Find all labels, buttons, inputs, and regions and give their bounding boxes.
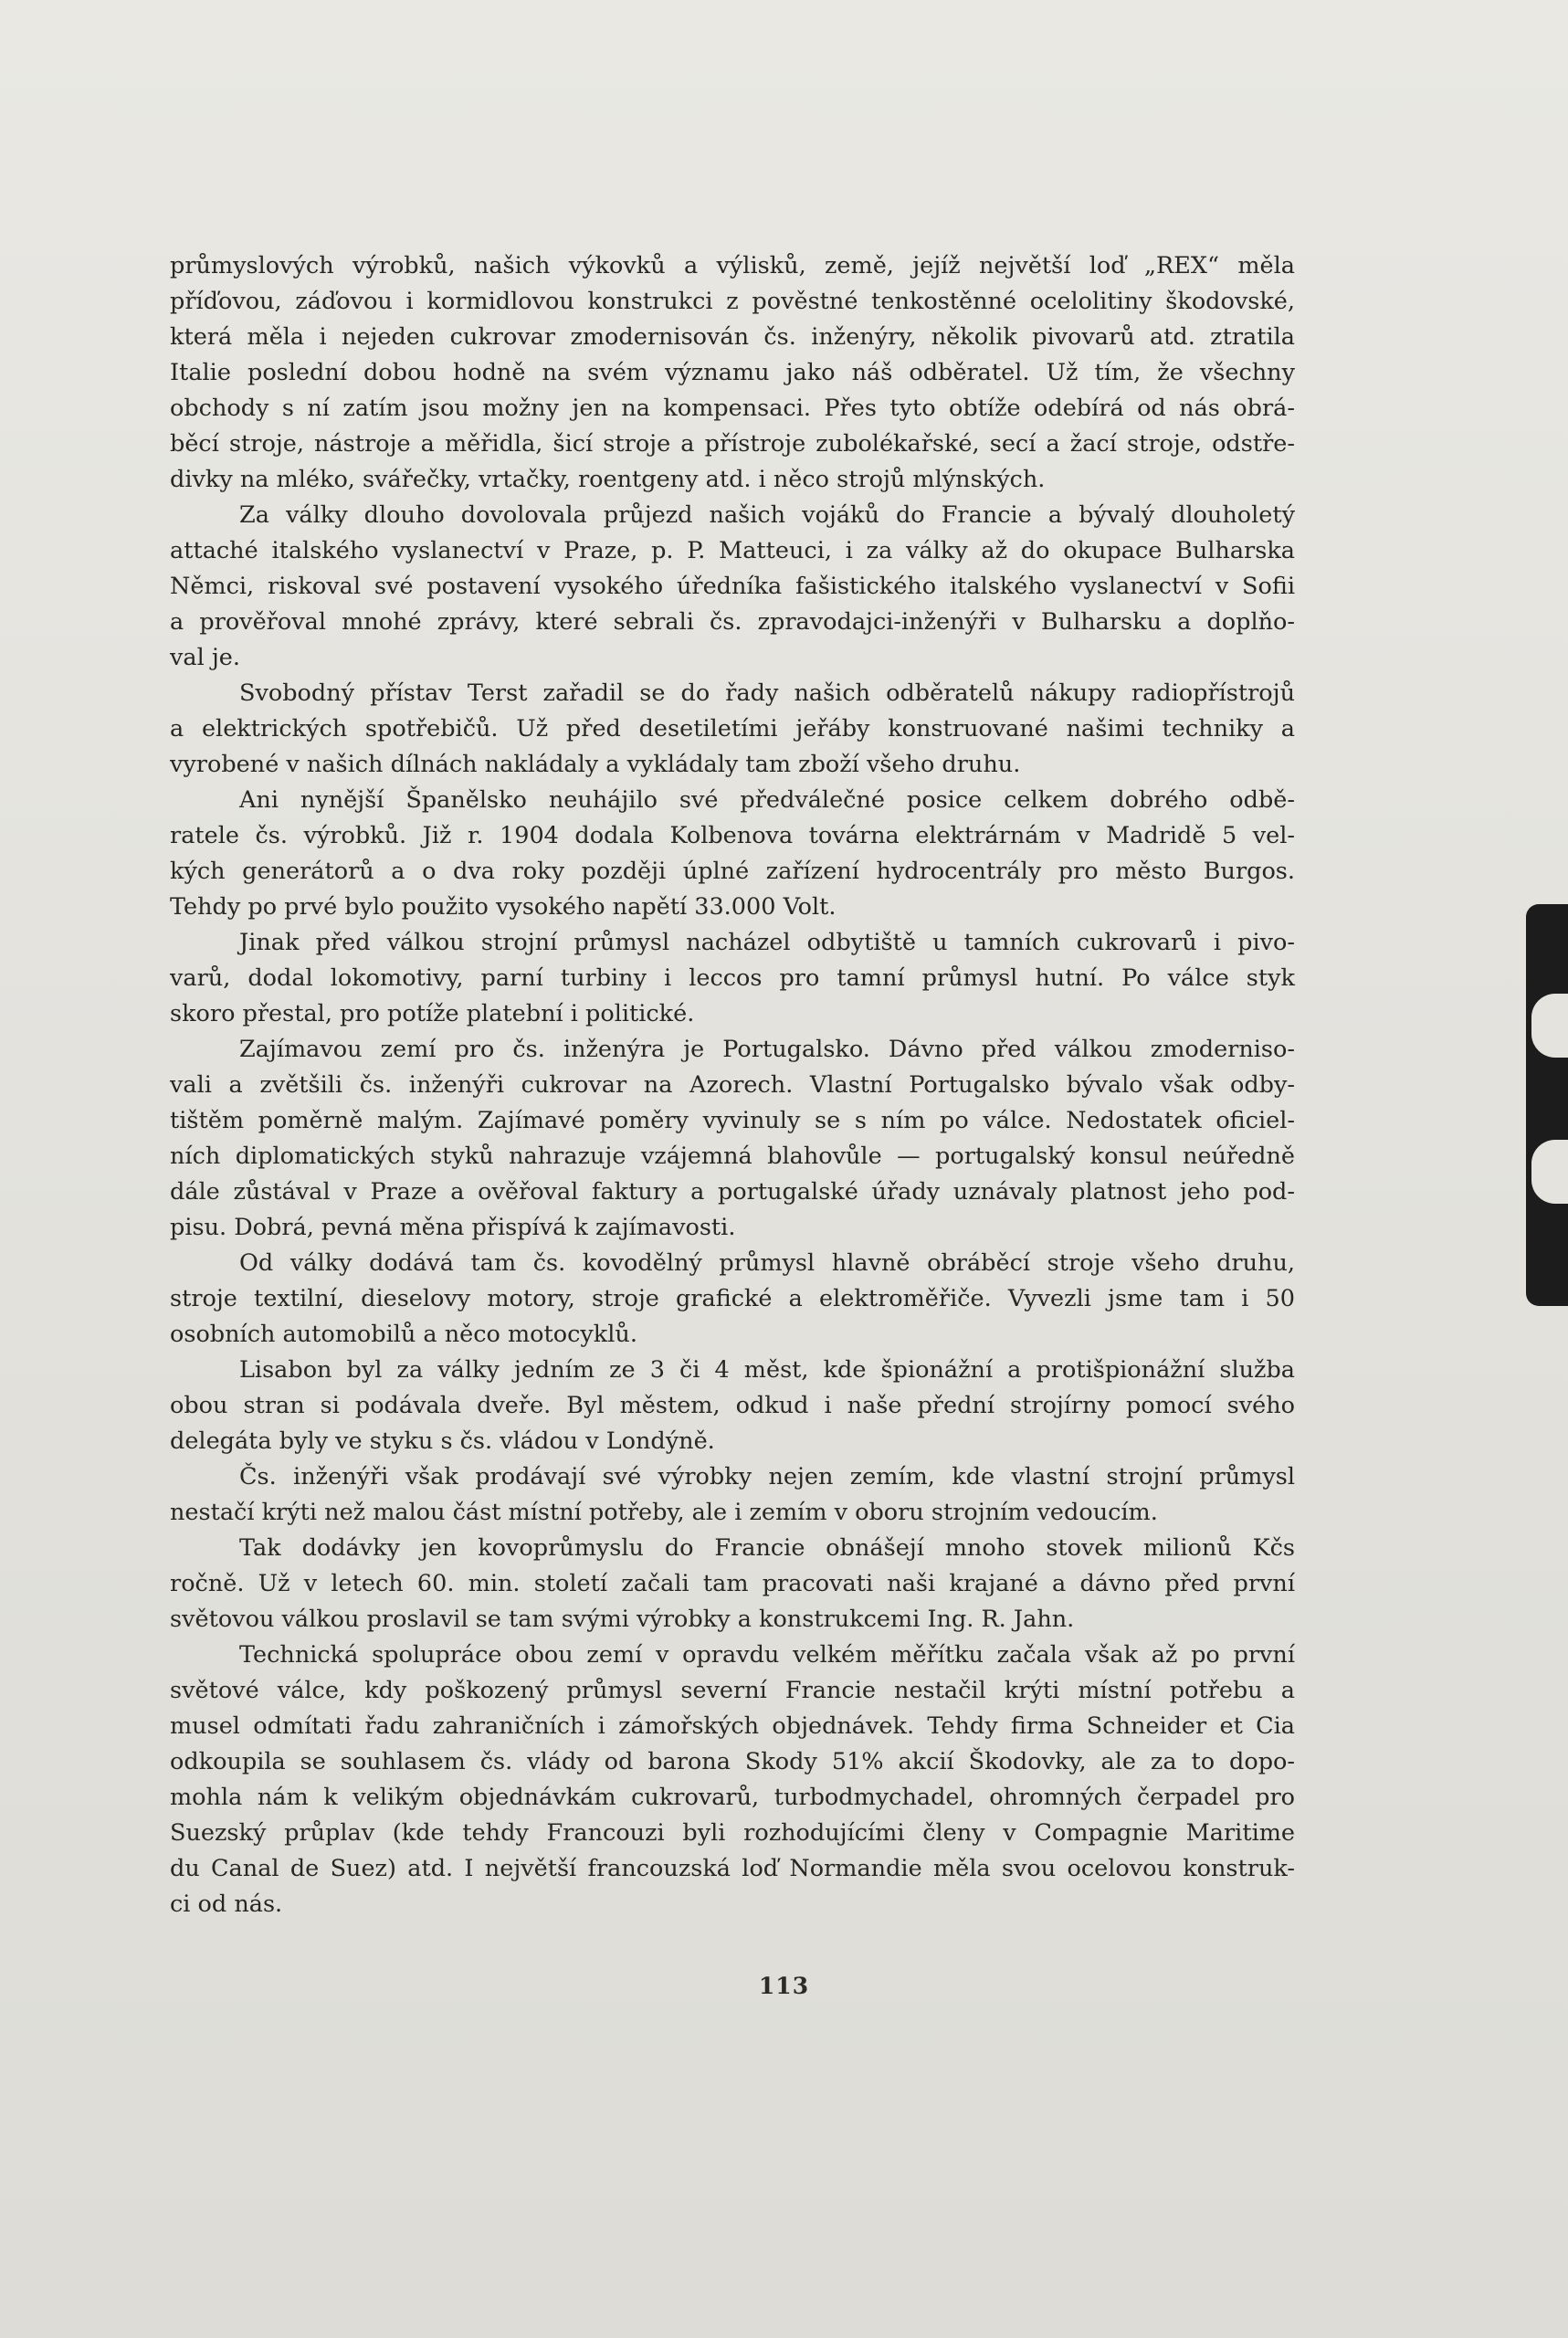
text-line: ci od nás.	[170, 1890, 283, 1918]
text-line: ročně. Už v letech 60. min. století začali tam pracovati naši krajané a dávno před první	[170, 1570, 1295, 1597]
text-line: Lisabon byl za války jedním ze 3 či 4 měst, kde špionážní a protišpionážní služba	[239, 1356, 1295, 1384]
text-line: světovou válkou proslavil se tam svými výrobky a konstrukcemi Ing. R. Jahn.	[170, 1606, 1075, 1633]
text-line: ních diplomatických styků nahrazuje vzájemná blahovůle — portugalský konsul neúředně	[170, 1143, 1295, 1170]
text-line: kých generátorů a o dva roky později úplné zařízení hydrocentrály pro město Burgos.	[170, 858, 1295, 885]
text-line: du Canal de Suez) atd. I největší francouzská loď Normandie měla svou ocelovou konstruk-	[170, 1855, 1295, 1882]
text-line: Suezský průplav (kde tehdy Francouzi byli rozhodujícími členy v Compagnie Maritime	[170, 1819, 1295, 1847]
binding-clip-notch	[1531, 1140, 1568, 1204]
paragraph	[170, 1638, 1295, 1922]
text-line: val je.	[170, 644, 240, 671]
text-line: světové válce, kdy poškozený průmysl severní Francie nestačil krýti místní potřebu a	[170, 1677, 1295, 1704]
paragraph	[170, 925, 1295, 1032]
paragraph	[170, 676, 1295, 783]
text-line: vyrobené v našich dílnách nakládaly a vykládaly tam zboží všeho druhu.	[170, 751, 1021, 778]
text-line: Italie poslední dobou hodně na svém významu jako náš odběratel. Už tím, že všechny	[170, 359, 1295, 386]
text-line: delegáta byly ve styku s čs. vládou v Londýně.	[170, 1427, 715, 1455]
text-line: dále zůstával v Praze a ověřoval faktury a portugalské úřady uznávaly platnost jeho pod-	[170, 1178, 1295, 1206]
text-line: obou stran si podávala dveře. Byl městem, odkud i naše přední strojírny pomocí svého	[170, 1392, 1295, 1419]
text-line: stroje textilní, dieselovy motory, stroje grafické a elektroměřiče. Vyvezli jsme tam i 50	[170, 1285, 1295, 1312]
binding-clip-notch	[1531, 994, 1568, 1058]
text-line: skoro přestal, pro potíže platební i politické.	[170, 1000, 695, 1027]
text-line: vali a zvětšili čs. inženýři cukrovar na Azorech. Vlastní Portugalsko bývalo však odby-	[170, 1071, 1295, 1099]
text-line: Jinak před válkou strojní průmysl nacházel odbytiště u tamních cukrovarů i pivo-	[239, 929, 1295, 956]
text-line: Svobodný přístav Terst zařadil se do řady našich odběratelů nákupy radiopřístrojů	[239, 679, 1295, 707]
text-line: musel odmítati řadu zahraničních i zámořských objednávek. Tehdy firma Schneider et Cia	[170, 1712, 1295, 1740]
body-text	[170, 248, 1295, 1922]
paragraph	[170, 248, 1295, 498]
text-line: odkoupila se souhlasem čs. vlády od barona Skody 51% akcií Škodovky, ale za to dopo-	[170, 1748, 1295, 1775]
text-line: Ani nynější Španělsko neuhájilo své předválečné posice celkem dobrého odbě-	[239, 786, 1295, 814]
binding-clip	[1526, 904, 1568, 1306]
text-line: běcí stroje, nástroje a měřidla, šicí stroje a přístroje zubolékařské, secí a žací stroje, odstře-	[170, 430, 1295, 458]
text-line: Čs. inženýři však prodávají své výrobky nejen zemím, kde vlastní strojní průmysl	[239, 1463, 1295, 1490]
text-line: Tak dodávky jen kovoprůmyslu do Francie obnášejí mnoho stovek milionů Kčs	[239, 1534, 1295, 1562]
paragraph	[170, 1459, 1295, 1531]
text-line: attaché italského vyslanectví v Praze, p. P. Matteuci, i za války až do okupace Bulharska	[170, 537, 1295, 564]
paragraph	[170, 1531, 1295, 1638]
text-line: pisu. Dobrá, pevná měna přispívá k zajímavosti.	[170, 1214, 736, 1241]
text-line: osobních automobilů a něco motocyklů.	[170, 1321, 637, 1348]
paragraph	[170, 1246, 1295, 1353]
text-line: obchody s ní zatím jsou možny jen na kompensaci. Přes tyto obtíže odebírá od nás obrá-	[170, 395, 1295, 422]
text-line: průmyslových výrobků, našich výkovků a výlisků, země, jejíž největší loď „REX“ měla	[170, 252, 1295, 279]
text-line: varů, dodal lokomotivy, parní turbiny i leccos pro tamní průmysl hutní. Po válce styk	[170, 964, 1295, 992]
text-line: divky na mléko, svářečky, vrtačky, roentgeny atd. i něco strojů mlýnských.	[170, 466, 1046, 493]
page-number: 113	[758, 1973, 810, 1999]
paragraph	[170, 1353, 1295, 1459]
text-line: mohla nám k velikým objednávkám cukrovarů, turbodmychadel, ohromných čerpadel pro	[170, 1784, 1295, 1811]
text-line: a elektrických spotřebičů. Už před desetiletími jeřáby konstruované našimi techniky a	[170, 715, 1295, 742]
paragraph	[170, 1032, 1295, 1246]
paragraph	[170, 783, 1295, 925]
text-line: příďovou, záďovou i kormidlovou konstrukci z pověstné tenkostěnné ocelolitiny škodovské,	[170, 288, 1295, 315]
text-line: Němci, riskoval své postavení vysokého úředníka fašistického italského vyslanectví v Sofii	[170, 573, 1295, 600]
paragraph	[170, 498, 1295, 676]
text-line: Technická spolupráce obou zemí v opravdu velkém měřítku začala však až po první	[239, 1641, 1295, 1669]
text-line: Od války dodává tam čs. kovodělný průmysl hlavně obráběcí stroje všeho druhu,	[239, 1249, 1295, 1277]
text-line: která měla i nejeden cukrovar zmodernisován čs. inženýry, několik pivovarů atd. ztratila	[170, 323, 1295, 351]
text-line: Za války dlouho dovolovala průjezd našich vojáků do Francie a bývalý dlouholetý	[239, 501, 1295, 529]
text-line: nestačí krýti než malou část místní potřeby, ale i zemím v oboru strojním vedoucím.	[170, 1499, 1158, 1526]
text-line: Zajímavou zemí pro čs. inženýra je Portugalsko. Dávno před válkou zmoderniso-	[239, 1036, 1295, 1063]
text-line: ratele čs. výrobků. Již r. 1904 dodala Kolbenova továrna elektrárnám v Madridě 5 vel-	[170, 822, 1295, 849]
text-line: a prověřoval mnohé zprávy, které sebrali čs. zpravodajci-inženýři v Bulharsku a doplňo-	[170, 608, 1295, 636]
text-line: tištěm poměrně malým. Zajímavé poměry vyvinuly se s ním po válce. Nedostatek oficiel-	[170, 1107, 1295, 1134]
text-line: Tehdy po prvé bylo použito vysokého napětí 33.000 Volt.	[170, 893, 837, 921]
